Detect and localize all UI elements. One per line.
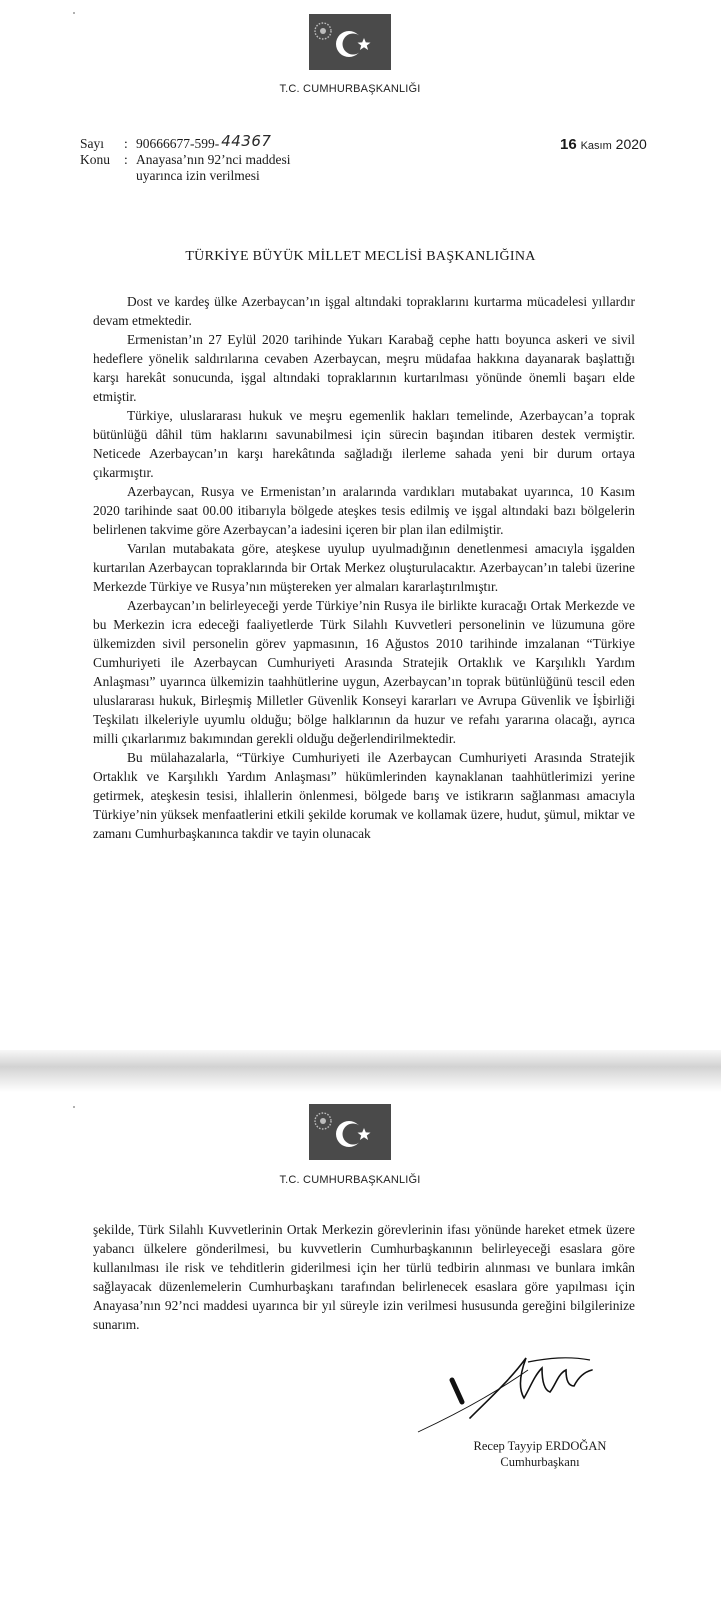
paragraph-6: Azerbaycan’ın belirleyeceği yerde Türkiye’nin Rusya ile birlikte kuracağı Ortak Merkezde ve bu Merkezin icra edeceği faaliyetlerde Türk Silahlı Kuvvetleri personelinin ve lüzumuna göre ülkemizden sivil personelin görev yapmasının, 16 Ağustos 2010 tarihinde imzalanan “Türkiye Cumhuriyeti ile Azerbaycan Cumhuriyeti Arasında Stratejik Ortaklık ve Karşılıklı Yardım Anlaşması” uyarınca ülkemizin taahhütlerine uygun, Azerbaycan’ın toprak bütünlüğünü tescil eden uluslararası hukuk, Birleşmiş Milletler Güvenlik Konseyi kararları ve Avrupa Güvenlik ve İşbirliği Teşkilatı ilkeleriyle uyumlu olduğu; bölge halklarının da huzur ve refahı yararına olacağı, ayrıca milli çıkarlarımız bakımından gerekli olduğu değerlendirilmektedir. — [93, 598, 635, 746]
paragraph-7: Bu mülahazalarla, “Türkiye Cumhuriyeti ile Azerbaycan Cumhuriyeti Arasında Stratejik Ortaklık ve Karşılıklı Yardım Anlaşması” hükümlerinden kaynaklanan taahhütlerimizi yerine getirmek, ateşkesin tesisi, ihlallerin önlenmesi, bölgede barış ve istikrarın sağlanması amacıyla Türkiye’nin yüksek menfaatlerini etkili şekilde korumak ve kollamak üzere, hudut, şümul, miktar ve zamanı Cumhurbaşkanınca takdir ve tayin olunacak — [93, 750, 635, 841]
sayi-handwritten-number: 44367 — [221, 132, 272, 150]
signer-block — [440, 1438, 640, 1470]
sayi-label: Sayı — [80, 136, 105, 151]
konu-line2: uyarınca izin verilmesi — [136, 168, 260, 183]
konu-line1: Anayasa’nın 92’nci maddesi — [136, 152, 291, 167]
scan-speck — [73, 1106, 75, 1108]
addressee-heading: TÜRKİYE BÜYÜK MİLLET MECLİSİ BAŞKANLIĞINA — [185, 249, 536, 264]
date-day: 16 — [560, 136, 577, 153]
date-year: 2020 — [615, 136, 647, 152]
document-meta: Sayı : 90666677-599- 44367 Konu : Anayasa’nın 92’nci maddesi uyarınca izin verilmesi — [80, 132, 291, 183]
paragraph-3: Türkiye, uluslararası hukuk ve meşru egemenlik hakları temelinde, Azerbaycan’a toprak bütünlüğü dâhil tüm haklarını savunabilmesi için sürecin başından itibaren destek vermiştir. Neticede Azerbaycan’ın karşı harekâtında sağladığı ilerleme sahada yeni bir durum ortaya çıkarmıştır. — [93, 408, 635, 480]
institution-name: T.C. CUMHURBAŞKANLIĞI — [279, 1174, 421, 1186]
paragraph-5: Varılan mutabakata göre, ateşkese uyulup uyulmadığının denetlenmesi amacıyla işgalden kurtarılan Azerbaycan topraklarında bir Ortak Merkez oluşturulacaktır. Azerbaycan’ın talebi üzerine Merkezde Türkiye ve Rusya’nın müştereken yer almaları kararlaştırılmıştır. — [93, 541, 635, 594]
paragraph-2: Ermenistan’ın 27 Eylül 2020 tarihinde Yukarı Karabağ cephe hattı boyunca askeri ve sivil hedeflere yönelik saldırılarına cevaben Azerbaycan, meşru müdafaa hakkına dayanarak başlattığı karşı harekât sonucunda, işgal altındaki topraklarının kurtarılması yönünde önemli başarı elde etmiştir. — [93, 332, 635, 404]
page-separator — [0, 1050, 721, 1092]
presidential-emblem-icon — [309, 1104, 391, 1160]
letter-body-page-2 — [93, 1220, 635, 1334]
scan-speck — [73, 12, 75, 14]
presidential-emblem-icon — [309, 14, 391, 70]
konu-label: Konu — [80, 152, 110, 167]
signature-icon — [408, 1340, 608, 1440]
document-date — [560, 136, 647, 153]
date-month: Kasım — [580, 140, 612, 152]
paragraph-1: Dost ve kardeş ülke Azerbaycan’ın işgal altındaki topraklarını kurtarma mücadelesi yıllardır devam etmektedir. — [93, 294, 635, 328]
letter-body-page-1 — [93, 292, 635, 843]
signer-name: Recep Tayyip ERDOĞAN — [473, 1439, 607, 1453]
signer-title: Cumhurbaşkanı — [500, 1455, 580, 1469]
sayi-value: 90666677-599- — [136, 136, 220, 151]
paragraph-8: şekilde, Türk Silahlı Kuvvetlerinin Ortak Merkezin görevlerinin ifası yönünde hareket etmek üzere yabancı ülkelere gönderilmesi, bu kuvvetlerin Cumhurbaşkanının belirleyeceği esaslara göre kullanılması ile risk ve tehditlerin giderilmesi için her türlü tedbirin alınması ve bunlara imkân sağlayacak düzenlemelerin Cumhurbaşkanı tarafından belirlenecek esaslara göre yapılması için Anayasa’nın 92’nci maddesi uyarınca bir yıl süreyle izin verilmesi hususunda gereğini bilgilerinize sunarım. — [93, 1222, 635, 1332]
institution-name: T.C. CUMHURBAŞKANLIĞI — [279, 83, 421, 95]
document-page-2 — [0, 1092, 721, 1600]
paragraph-4: Azerbaycan, Rusya ve Ermenistan’ın aralarında vardıkları mutabakat uyarınca, 10 Kasım 2020 tarihinde saat 00.00 itibarıyla bölgede ateşkes tesis edilmiş ve işgal altındaki bazı bölgelerin belirlenen takvime göre Azerbaycan’a iadesini içeren bir plan ilan edilmiştir. — [93, 484, 635, 537]
